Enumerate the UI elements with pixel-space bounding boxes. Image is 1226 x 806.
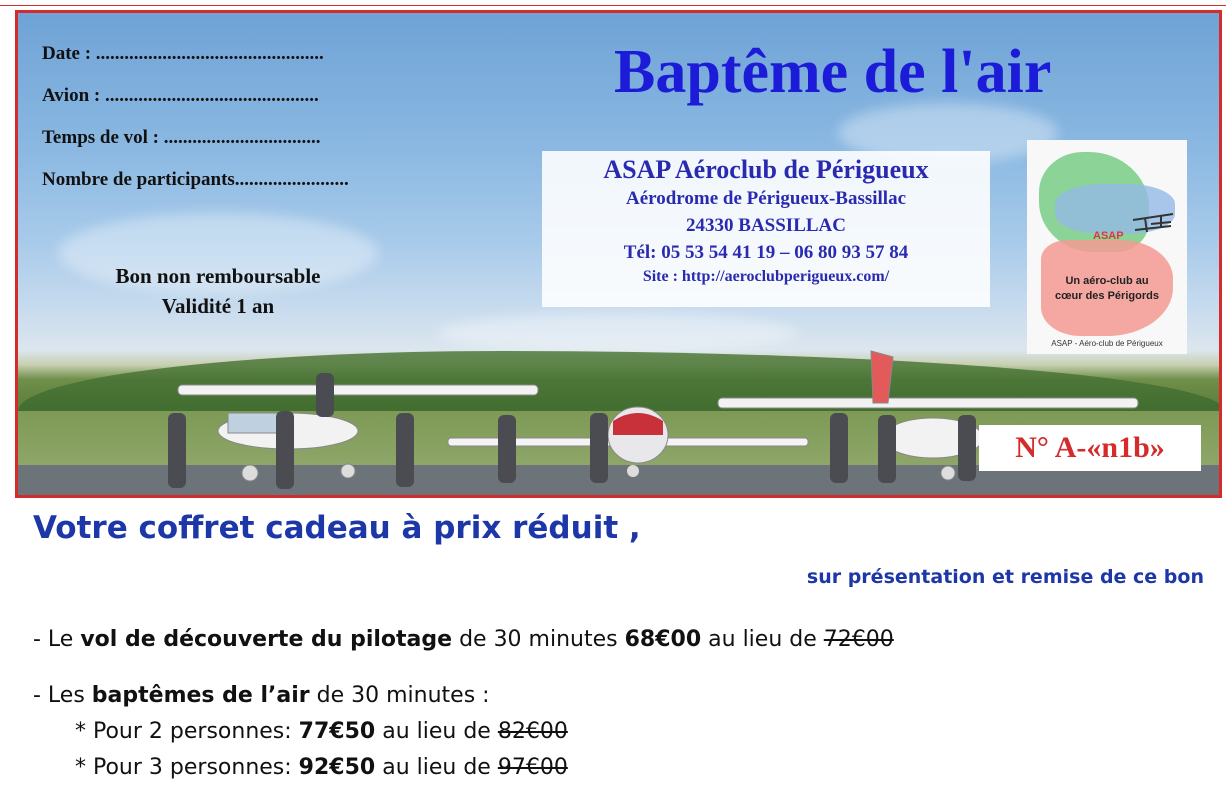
offer-text: - Le (33, 627, 81, 652)
offer-text: de 30 minutes (452, 627, 625, 652)
offer-title: baptêmes de l’air (91, 683, 310, 708)
club-name: ASAP Aéroclub de Périgueux (603, 155, 929, 184)
voucher-number: N° A-«n1b» (979, 425, 1201, 471)
offer-headline: Votre coffret cadeau à prix réduit , (33, 510, 641, 546)
biplane-icon (1131, 210, 1175, 242)
old-price: 72€00 (823, 627, 894, 652)
old-price: 82€00 (497, 719, 568, 744)
aircraft-field: Avion : ............................................. (42, 85, 319, 106)
participants-field: Nombre de participants........................ (42, 169, 349, 190)
offer-text: * Pour 2 personnes: (75, 719, 299, 744)
aircraft-photo (18, 343, 1219, 498)
offer-price: 68€00 (624, 627, 702, 652)
offer-two-persons (33, 714, 894, 750)
phone-numbers: Tél: 05 53 54 41 19 – 06 80 93 57 84 (623, 242, 909, 263)
postal-address: 24330 BASSILLAC (686, 215, 846, 236)
offer-text: au lieu de (375, 719, 498, 744)
offer-baptism (33, 678, 894, 714)
voucher-fields (42, 43, 349, 211)
flight-time-field: Temps de vol : ................................. (42, 127, 321, 148)
logo-tagline (1027, 274, 1187, 304)
club-logo (1027, 140, 1187, 354)
club-info-box (542, 151, 990, 307)
plane-left (178, 385, 538, 481)
offer-three-persons (33, 750, 894, 786)
old-price: 97€00 (497, 755, 568, 780)
voucher-conditions (48, 261, 388, 321)
offer-text: * Pour 3 personnes: (75, 755, 299, 780)
offer-price: 92€50 (298, 755, 376, 780)
offer-title: vol de découverte du pilotage (80, 627, 453, 652)
logo-badge: ASAP (1093, 230, 1124, 242)
date-field: Date : ................................................ (42, 43, 324, 64)
offer-text: - Les (33, 683, 92, 708)
top-rule (0, 5, 1226, 6)
offer-text: au lieu de (375, 755, 498, 780)
non-refundable-text: Bon non remboursable (115, 264, 321, 288)
offer-subline: sur présentation et remise de ce bon (806, 566, 1204, 588)
offer-text: de 30 minutes : (309, 683, 490, 708)
aerodrome-name: Aérodrome de Périgueux-Bassillac (625, 188, 907, 209)
logo-footer: ASAP - Aéro-club de Périgueux (1051, 339, 1163, 348)
voucher-title: Baptême de l'air (614, 38, 1052, 106)
offer-text: au lieu de (701, 627, 824, 652)
offer-list (33, 622, 894, 786)
validity-text: Validité 1 an (161, 294, 275, 318)
logo-tagline-line2: cœur des Périgords (1055, 290, 1159, 302)
offer-price: 77€50 (298, 719, 376, 744)
offer-discovery-flight (33, 622, 894, 658)
club-website: Site : http://aeroclubperigueux.com/ (642, 268, 890, 285)
spacer (33, 658, 894, 678)
voucher-card (15, 10, 1222, 498)
logo-tagline-line1: Un aéro-club au (1065, 275, 1149, 287)
